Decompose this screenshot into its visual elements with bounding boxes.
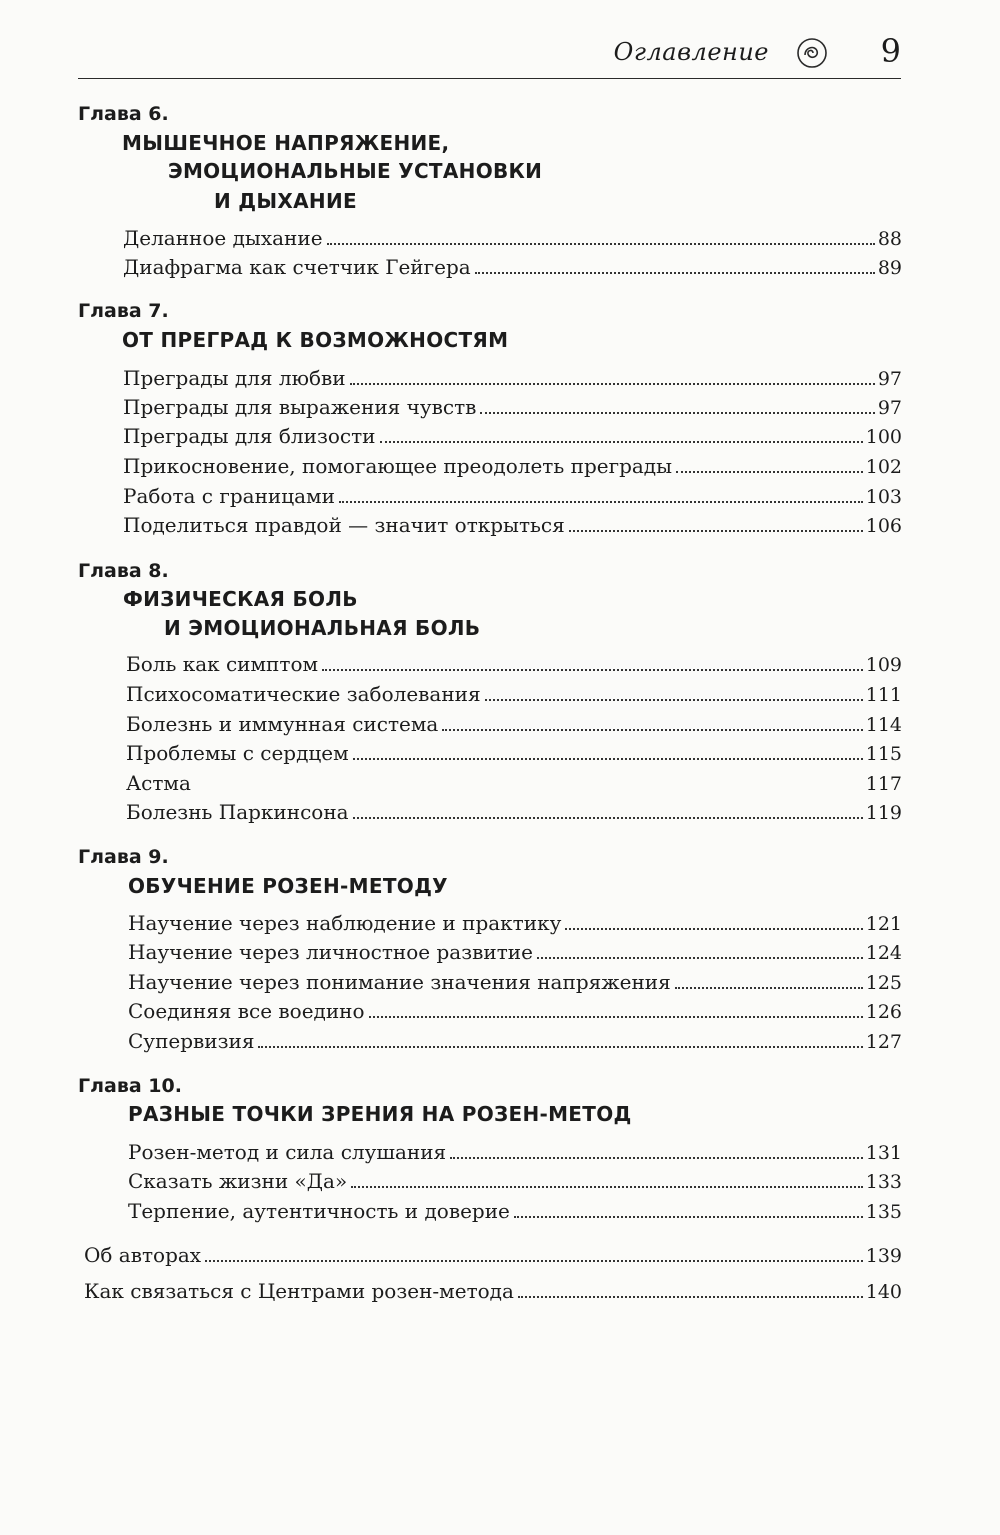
toc-entry-title: Супервизия <box>128 1029 255 1053</box>
toc-entry[interactable] <box>123 255 902 279</box>
dot-leader <box>339 501 863 503</box>
toc-entry-page: 115 <box>865 743 902 765</box>
toc-entry-page: 135 <box>865 1201 902 1223</box>
toc-entry-contacts[interactable] <box>84 1279 902 1303</box>
swirl-ornament-icon <box>795 36 829 70</box>
dot-leader <box>676 471 863 473</box>
toc-entry[interactable] <box>128 911 902 935</box>
toc-entry-title: Сказать жизни «Да» <box>128 1169 348 1193</box>
dot-leader <box>442 729 862 731</box>
toc-entry-title: Научение через наблюдение и практику <box>128 911 562 935</box>
chapter-label: Глава 8. <box>78 560 169 582</box>
chapter-title: РАЗНЫЕ ТОЧКИ ЗРЕНИЯ НА РОЗЕН-МЕТОД <box>128 1102 632 1126</box>
toc-entry[interactable] <box>126 741 902 765</box>
toc-entry-page: 131 <box>865 1142 902 1164</box>
toc-entry-title: Боль как симптом <box>126 652 319 676</box>
toc-entry-page: 126 <box>865 1001 902 1023</box>
dot-leader <box>565 928 862 930</box>
toc-entry[interactable] <box>123 395 902 419</box>
dot-leader <box>480 412 874 414</box>
toc-entry-page: 103 <box>865 486 902 508</box>
toc-entry[interactable] <box>126 712 902 736</box>
toc-entry-title: Работа с границами <box>123 484 335 508</box>
page-number: 9 <box>880 32 901 70</box>
toc-entry-page: 100 <box>865 426 902 448</box>
toc-entry-page: 125 <box>865 972 902 994</box>
toc-entry-page: 117 <box>865 773 902 795</box>
dot-leader <box>450 1157 863 1159</box>
toc-entry-page: 88 <box>877 228 902 250</box>
running-header-title: Оглавление <box>613 38 769 66</box>
dot-leader <box>485 699 863 701</box>
toc-entry[interactable] <box>126 771 902 795</box>
toc-entry[interactable] <box>128 1029 902 1053</box>
toc-entry-page: 140 <box>865 1281 902 1303</box>
toc-entry-page: 119 <box>865 802 902 824</box>
toc-entry[interactable] <box>128 970 902 994</box>
dot-leader <box>195 788 863 790</box>
toc-entry-page: 121 <box>865 913 902 935</box>
toc-entry-title: Соединяя все воедино <box>128 999 365 1023</box>
toc-entry-page: 114 <box>865 714 902 736</box>
dot-leader <box>258 1046 862 1048</box>
chapter-title: МЫШЕЧНОЕ НАПРЯЖЕНИЕ, <box>122 131 450 155</box>
toc-entry-page: 139 <box>865 1245 902 1267</box>
toc-entry-title: Астма <box>126 771 191 795</box>
running-header <box>78 30 901 79</box>
toc-entry-title: Болезнь и иммунная система <box>126 712 439 736</box>
chapter-label: Глава 7. <box>78 300 169 322</box>
toc-entry[interactable] <box>123 424 902 448</box>
chapter-label: Глава 6. <box>78 103 169 125</box>
dot-leader <box>353 758 863 760</box>
toc-entry[interactable] <box>123 513 902 537</box>
toc-entry-title: Психосоматические заболевания <box>126 682 481 706</box>
dot-leader <box>569 530 863 532</box>
toc-entry-page: 124 <box>865 942 902 964</box>
dot-leader <box>205 1260 863 1262</box>
toc-entry-page: 89 <box>877 257 902 279</box>
chapter-title: ФИЗИЧЕСКАЯ БОЛЬ <box>123 587 358 611</box>
toc-entry-page: 109 <box>865 654 902 676</box>
toc-entry[interactable] <box>126 682 902 706</box>
toc-entry[interactable] <box>128 1140 902 1164</box>
dot-leader <box>380 441 863 443</box>
toc-entry-title: Поделиться правдой — значит открыться <box>123 513 565 537</box>
toc-entry[interactable] <box>123 226 902 250</box>
toc-entry-title: Проблемы с сердцем <box>126 741 349 765</box>
toc-entry-title: Научение через понимание значения напряжения <box>128 970 671 994</box>
toc-entry-page: 127 <box>865 1031 902 1053</box>
toc-entry[interactable] <box>123 454 902 478</box>
toc-entry[interactable] <box>126 800 902 824</box>
chapter-title: ОБУЧЕНИЕ РОЗЕН-МЕТОДУ <box>128 874 448 898</box>
chapter-title: ОТ ПРЕГРАД К ВОЗМОЖНОСТЯМ <box>122 328 509 352</box>
dot-leader <box>351 1186 863 1188</box>
toc-entry-title: Научение через личностное развитие <box>128 940 533 964</box>
toc-entry[interactable] <box>126 652 902 676</box>
chapter-label: Глава 9. <box>78 846 169 868</box>
toc-entry-title: Преграды для любви <box>123 366 346 390</box>
toc-entry-title: Деланное дыхание <box>123 226 323 250</box>
toc-entry-page: 106 <box>865 515 902 537</box>
toc-entry-title: Диафрагма как счетчик Гейгера <box>123 255 471 279</box>
toc-entry-page: 102 <box>865 456 902 478</box>
toc-entry[interactable] <box>123 484 902 508</box>
toc-entry[interactable] <box>128 1199 902 1223</box>
toc-entry[interactable] <box>123 366 902 390</box>
dot-leader <box>537 957 863 959</box>
dot-leader <box>327 243 875 245</box>
toc-entry-page: 111 <box>865 684 902 706</box>
dot-leader <box>369 1016 863 1018</box>
toc-entry-title: Прикосновение, помогающее преодолеть преграды <box>123 454 673 478</box>
toc-entry-page: 133 <box>865 1171 902 1193</box>
toc-entry-title: Преграды для близости <box>123 424 376 448</box>
toc-entry-page: 97 <box>877 368 902 390</box>
dot-leader <box>322 669 863 671</box>
toc-entry[interactable] <box>128 940 902 964</box>
chapter-title: ЭМОЦИОНАЛЬНЫЕ УСТАНОВКИ <box>168 159 543 183</box>
toc-entry-title: Об авторах <box>84 1243 202 1267</box>
toc-entry-title: Преграды для выражения чувств <box>123 395 477 419</box>
toc-entry-title: Розен-метод и сила слушания <box>128 1140 447 1164</box>
dot-leader <box>350 383 875 385</box>
chapter-title: И ДЫХАНИЕ <box>214 189 357 213</box>
toc-entry-page: 97 <box>877 397 902 419</box>
dot-leader <box>518 1296 863 1298</box>
chapter-title: И ЭМОЦИОНАЛЬНАЯ БОЛЬ <box>164 616 481 640</box>
dot-leader <box>353 817 863 819</box>
dot-leader <box>675 987 863 989</box>
dot-leader <box>514 1216 863 1218</box>
dot-leader <box>475 272 875 274</box>
toc-entry[interactable] <box>128 1169 902 1193</box>
toc-entry-title: Терпение, аутентичность и доверие <box>128 1199 510 1223</box>
toc-entry-title: Болезнь Паркинсона <box>126 800 349 824</box>
toc-entry-title: Как связаться с Центрами розен-метода <box>84 1279 514 1303</box>
chapter-label: Глава 10. <box>78 1075 182 1097</box>
toc-entry-about-authors[interactable] <box>84 1243 902 1267</box>
toc-entry[interactable] <box>128 999 902 1023</box>
